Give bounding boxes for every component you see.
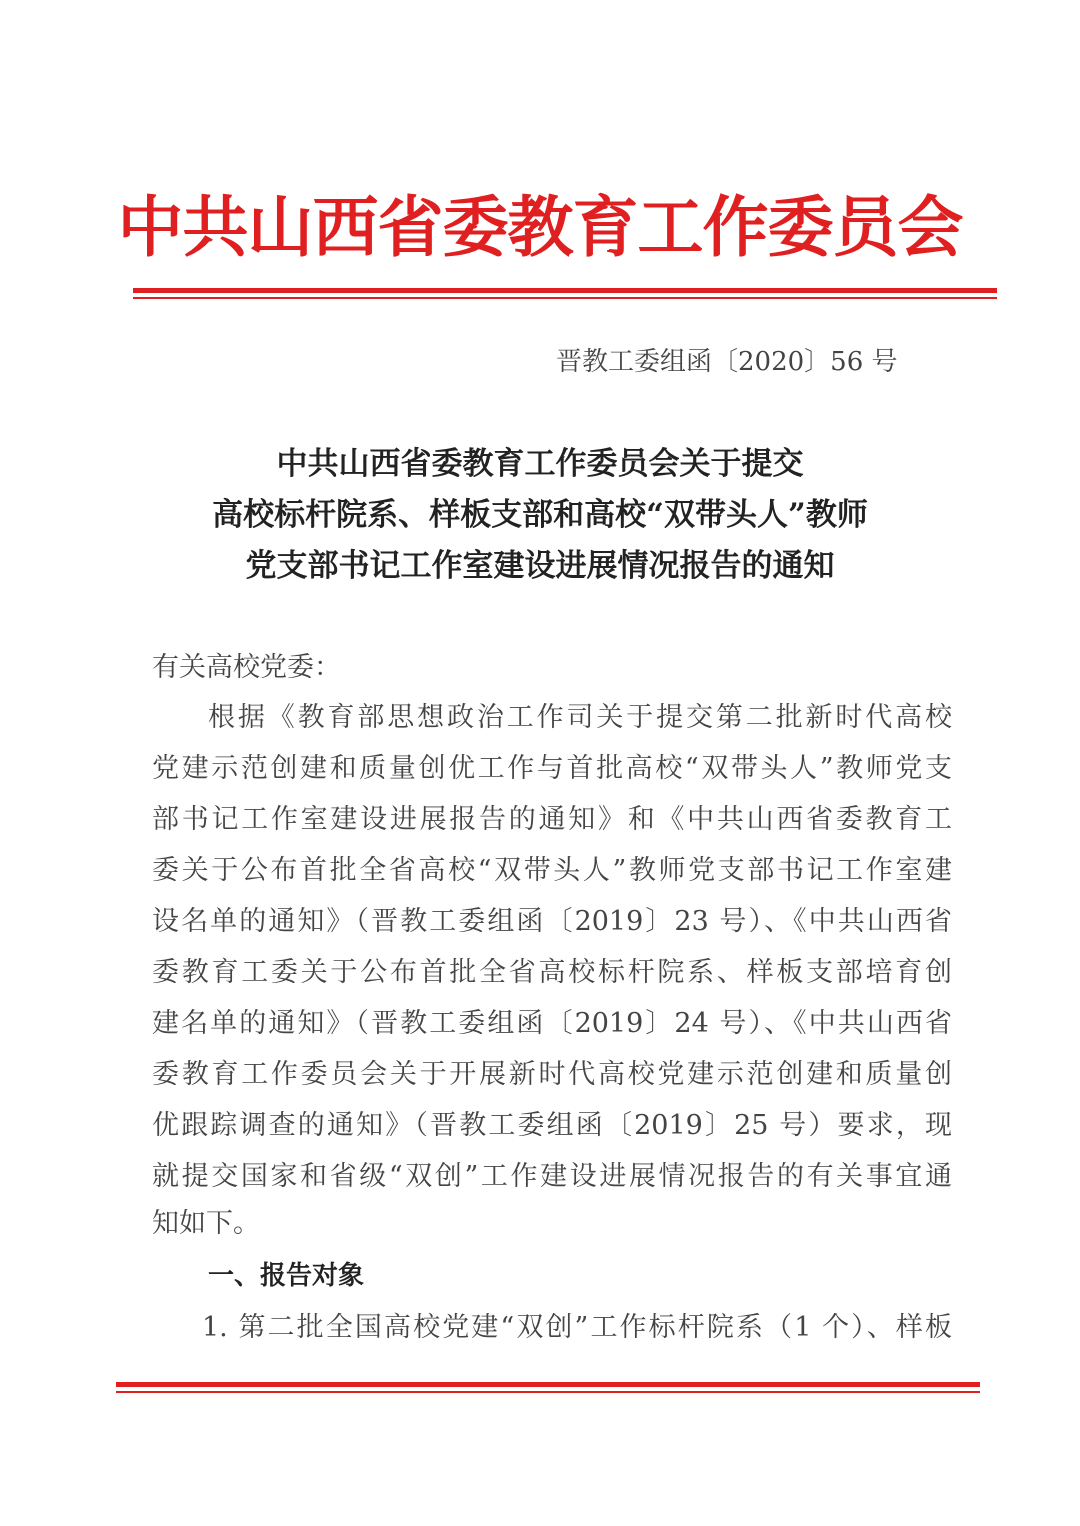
body-text-line: 建名单的通知》（晋教工委组函〔2019〕24 号）、《中共山西省 [152,1008,952,1039]
masthead-rule-thin [133,297,997,299]
body-text-line: 委教育工作委员会关于开展新时代高校党建示范创建和质量创 [152,1059,952,1090]
document-number: 晋教工委组函〔2020〕56 号 [556,347,898,377]
body-text-line: 就提交国家和省级“双创”工作建设进展情况报告的有关事宜通 [152,1161,952,1192]
masthead-rule-thick [133,288,997,293]
masthead-org-title: 中共山西省委教育工作委员会 [117,189,963,266]
body-text-line: 知如下。 [152,1208,260,1239]
salutation: 有关高校党委： [152,652,341,683]
body-text-line: 党建示范创建和质量创优工作与首批高校“双带头人”教师党支 [152,753,952,784]
body-text-line: 委教育工委关于公布首批全省高校标杆院系、样板支部培育创 [152,957,952,988]
footer-rule-thin [116,1391,980,1393]
section-heading: 一、报告对象 [208,1261,365,1291]
title-line: 中共山西省委教育工作委员会关于提交 [276,446,804,482]
body-text-line: 委关于公布首批全省高校“双带头人”教师党支部书记工作室建 [152,855,952,886]
body-text-line: 设名单的通知》（晋教工委组函〔2019〕23 号）、《中共山西省 [152,906,952,937]
title-line: 党支部书记工作室建设进展情况报告的通知 [245,548,835,584]
body-text-line: 部书记工作室建设进展报告的通知》和《中共山西省委教育工 [152,804,952,835]
body-text-line: 根据《教育部思想政治工作司关于提交第二批新时代高校 [208,702,952,733]
body-text-line: 优跟踪调查的通知》（晋教工委组函〔2019〕25 号）要求，现 [152,1110,952,1141]
footer-rule-thick [116,1382,980,1387]
title-line: 高校标杆院系、样板支部和高校“双带头人”教师 [212,497,868,533]
list-item: 1. 第二批全国高校党建“双创”工作标杆院系（1 个）、样板 [202,1312,952,1343]
